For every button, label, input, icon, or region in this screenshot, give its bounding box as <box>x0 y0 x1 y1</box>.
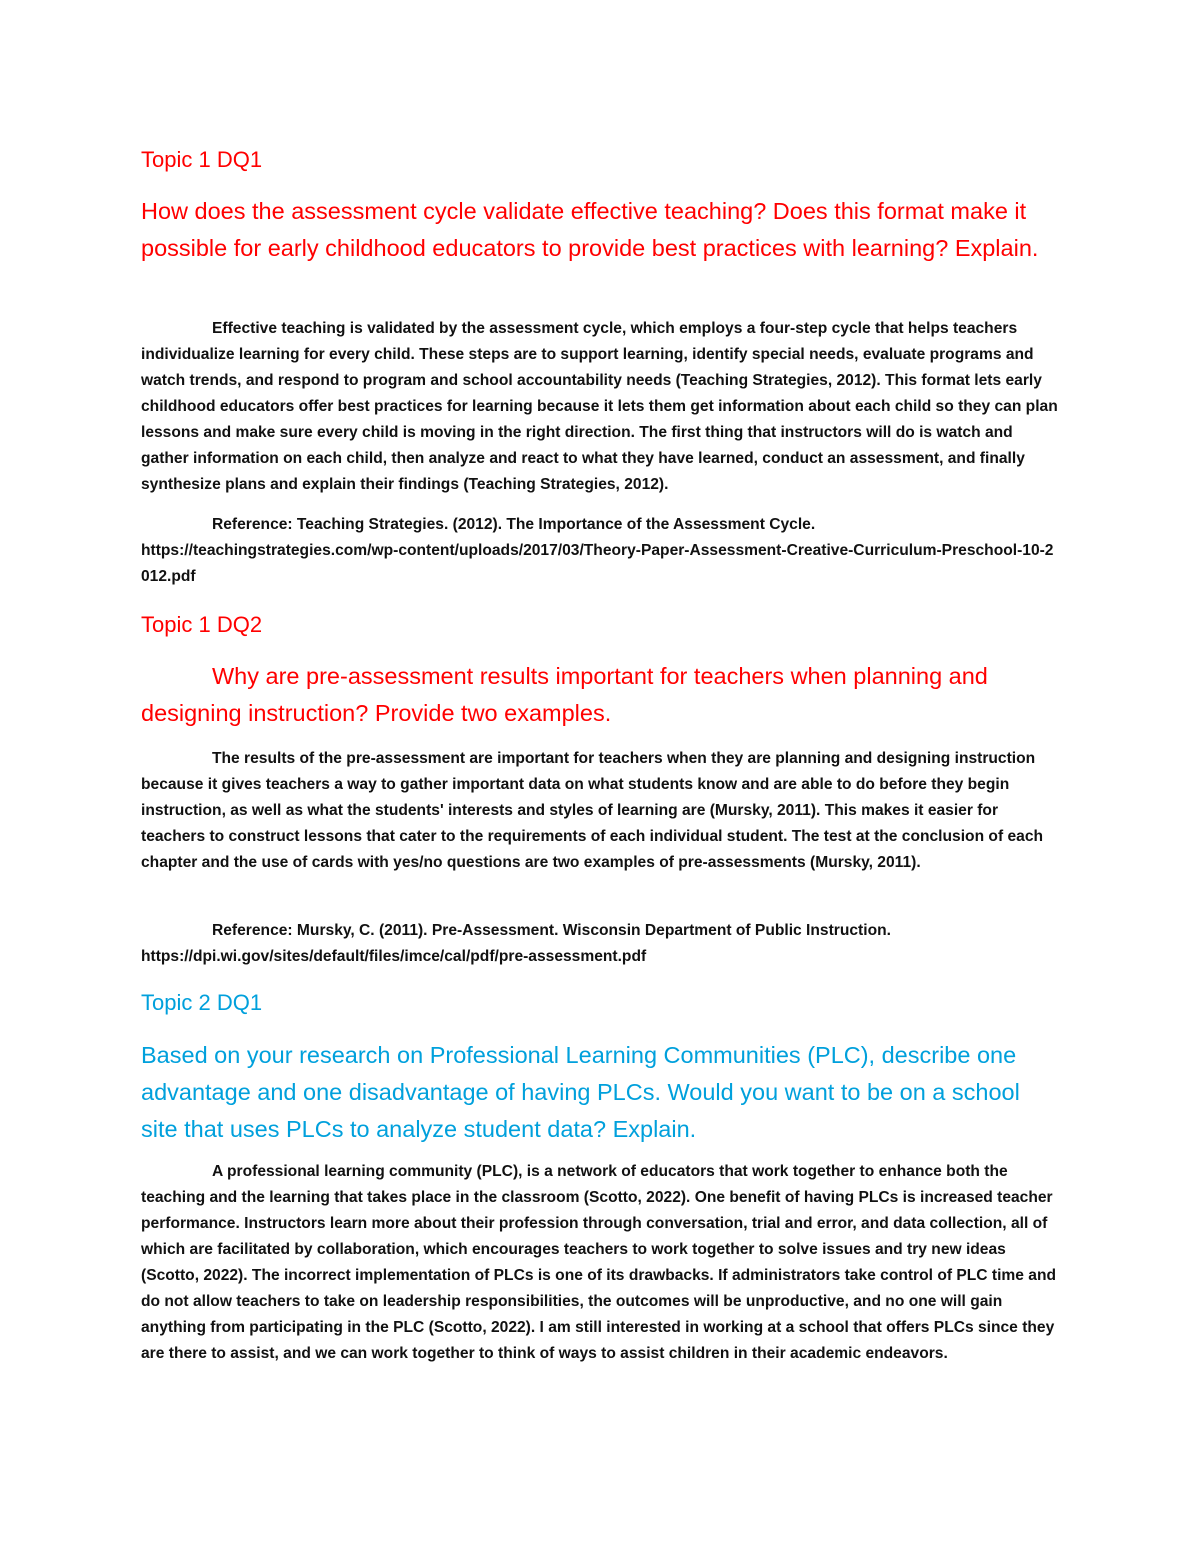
question-text: Based on your research on Professional Learning Communities (PLC), describe one advantage and one disadvantage of having PLCs. Would you want to be on a school site that uses PLCs to analyze student data? Explain. <box>141 1042 1020 1142</box>
topic2-dq1-heading <box>141 988 1061 1018</box>
reference-text: Reference: Teaching Strategies. (2012). The Importance of the Assessment Cycle. <box>212 516 816 533</box>
reference-text: Reference: Mursky, C. (2011). Pre-Assessment. Wisconsin Department of Public Instruction. <box>212 922 891 939</box>
question-text: Why are pre-assessment results important for teachers when planning and designing instruction? Provide two examples. <box>141 663 988 726</box>
topic1-dq2-answer <box>141 746 1061 876</box>
topic-title: Topic 1 DQ1 <box>141 147 263 172</box>
topic-title: Topic 1 DQ2 <box>141 612 263 637</box>
topic1-dq1-answer <box>141 316 1061 498</box>
reference-citation <box>141 512 1061 590</box>
topic1-dq2-question <box>141 658 1061 732</box>
topic1-dq2-reference <box>141 918 1061 970</box>
topic2-dq1-question <box>141 1037 1061 1148</box>
topic1-dq1-reference <box>141 512 1061 590</box>
topic1-dq1-question <box>141 193 1061 267</box>
reference-link[interactable]: https://teachingstrategies.com/wp-content/uploads/2017/03/Theory-Paper-Assessment-Creative-Curriculum-Preschool-10-2012.pdf <box>141 542 1054 585</box>
topic1-dq2-heading <box>141 610 1061 640</box>
answer-paragraph: Effective teaching is validated by the assessment cycle, which employs a four-step cycle that helps teachers individualize learning for every child. These steps are to support learning, identify special needs, evaluate programs and watch trends, and respond to program and school accountability needs (Teaching Strategies, 2012). This format lets early childhood educators offer best practices for learning because it lets them get information about each child so they can plan lessons and make sure every child is moving in the right direction. The first thing that instructors will do is watch and gather information on each child, then analyze and react to what they have learned, conduct an assessment, and finally synthesize plans and explain their findings (Teaching Strategies, 2012). <box>141 320 1058 493</box>
reference-link[interactable]: https://dpi.wi.gov/sites/default/files/imce/cal/pdf/pre-assessment.pdf <box>141 948 647 965</box>
topic-title: Topic 2 DQ1 <box>141 990 263 1015</box>
answer-paragraph: A professional learning community (PLC), is a network of educators that work together to enhance both the teaching and the learning that takes place in the classroom (Scotto, 2022). One benefit of having PLCs is increased teacher performance. Instructors learn more about their profession through conversation, trial and error, and data collection, all of which are facilitated by collaboration, which encourages teachers to work together to solve issues and try new ideas (Scotto, 2022). The incorrect implementation of PLCs is one of its drawbacks. If administrators take control of PLC time and do not allow teachers to take on leadership responsibilities, the outcomes will be unproductive, and no one will gain anything from participating in the PLC (Scotto, 2022). I am still interested in working at a school that offers PLCs since they are there to assist, and we can work together to think of ways to assist children in their academic endeavors. <box>141 1163 1057 1362</box>
topic1-dq1-heading <box>141 145 1061 175</box>
answer-paragraph: The results of the pre-assessment are important for teachers when they are planning and designing instruction because it gives teachers a way to gather important data on what students know and are able to do before they begin instruction, as well as what the students' interests and styles of learning are (Mursky, 2011). This makes it easier for teachers to construct lessons that cater to the requirements of each individual student. The test at the conclusion of each chapter and the use of cards with yes/no questions are two examples of pre-assessments (Mursky, 2011). <box>141 750 1044 871</box>
topic2-dq1-answer <box>141 1159 1061 1367</box>
question-text: How does the assessment cycle validate effective teaching? Does this format make it possible for early childhood educators to provide best practices with learning? Explain. <box>141 198 1039 261</box>
reference-citation <box>141 918 1061 970</box>
